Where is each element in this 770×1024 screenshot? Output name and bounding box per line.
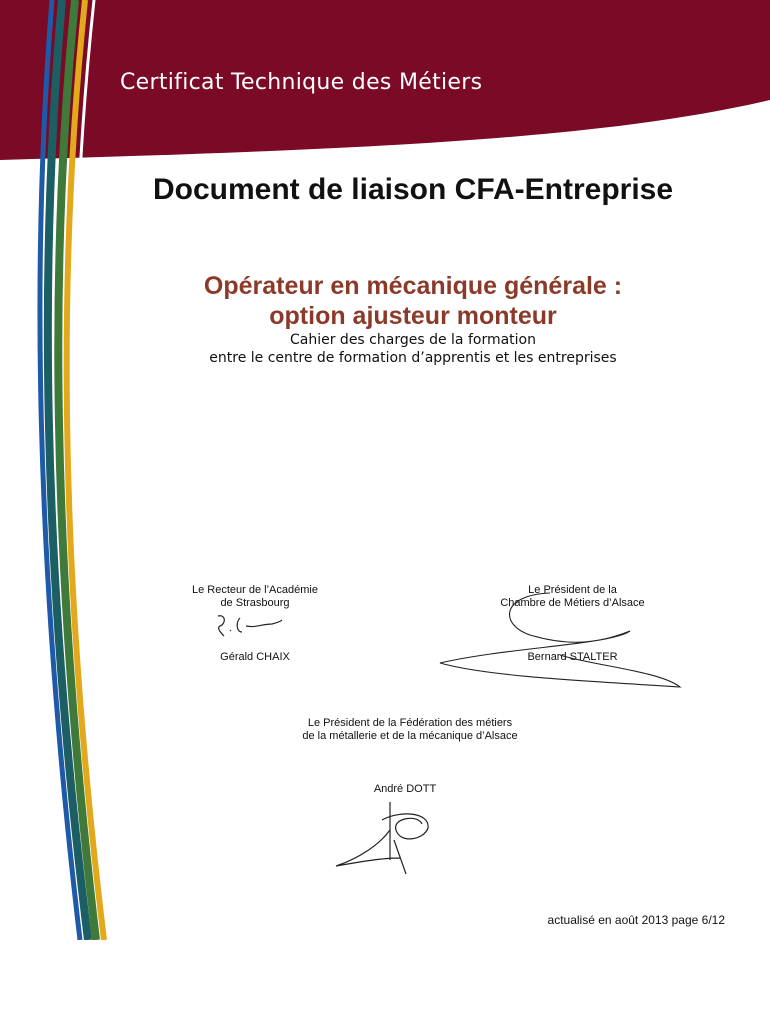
recteur-role-line-1: Le Recteur de l’Académie	[192, 584, 318, 596]
subtitle-line-1: Opérateur en mécanique générale :	[203, 272, 623, 300]
chambre-role-line-1: Le Président de la	[528, 584, 617, 596]
chambre-signature	[430, 585, 700, 695]
subtitle-line-2: option ajusteur monteur	[269, 302, 557, 330]
decorative-stripes	[0, 0, 120, 940]
description-line-1: Cahier des charges de la formation	[290, 332, 536, 348]
header-title: Certificat Technique des Métiers	[120, 70, 483, 95]
federation-role-line-2: de la métallerie et de la mécanique d’Alsace	[302, 730, 518, 742]
chambre-name: Bernard STALTER	[527, 651, 618, 663]
recteur-signature	[210, 612, 290, 642]
recteur-role-line-2: de Strasbourg	[220, 597, 290, 609]
recteur-name: Gérald CHAIX	[220, 651, 290, 663]
document-title: Document de liaison CFA-Entreprise	[152, 173, 674, 206]
footer-updated: actualisé en août 2013 page 6/12	[547, 913, 725, 927]
federation-name: André DOTT	[373, 783, 437, 795]
federation-signature	[330, 800, 450, 880]
chambre-role-line-2: Chambre de Métiers d’Alsace	[500, 597, 645, 609]
federation-role-line-1: Le Président de la Fédération des métiers	[307, 717, 513, 729]
description-line-2: entre le centre de formation d’apprentis et les entreprises	[209, 350, 617, 366]
